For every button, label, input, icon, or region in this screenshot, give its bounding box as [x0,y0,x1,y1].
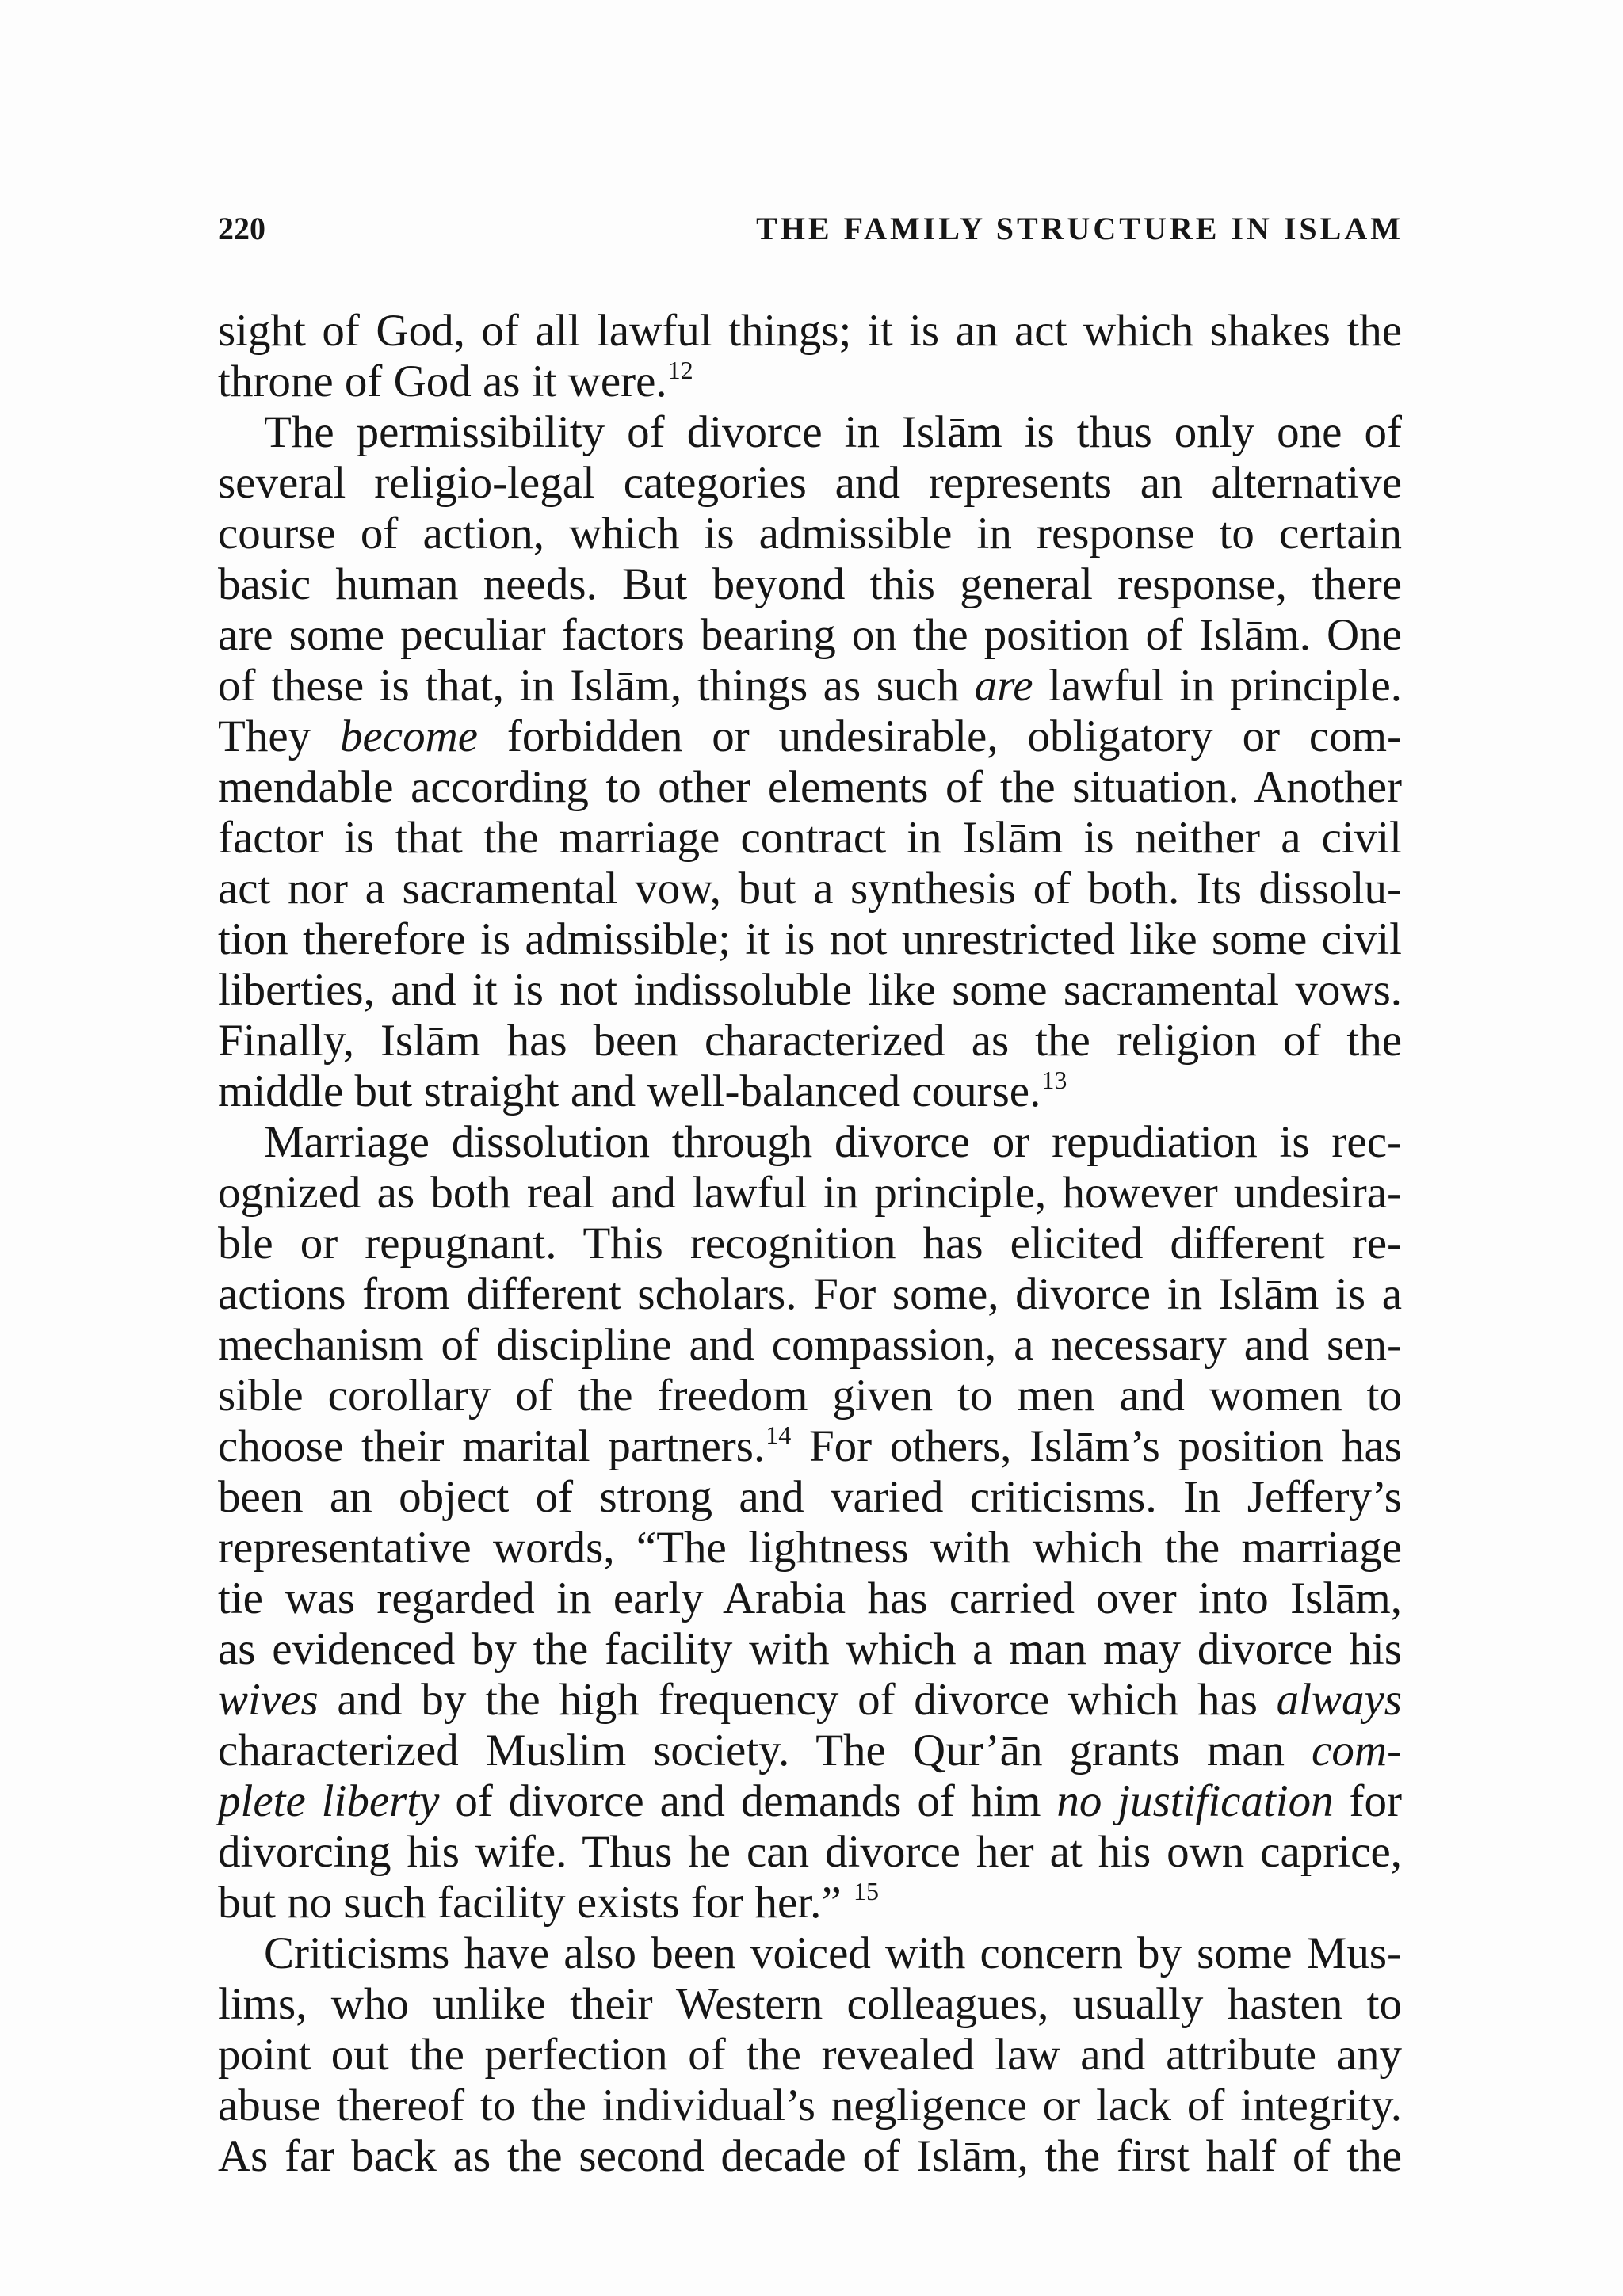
text-line [218,407,1402,458]
text-run: forbidden or undesirable, obligatory or com- [478,711,1403,761]
text-line [218,762,1402,813]
text-run: mendable according to other elements of the situation. Another [218,762,1402,812]
paragraph [218,1117,1402,1928]
text-run: throne of God as it were. [218,357,667,406]
text-run: tion therefore is admissible; it is not unrestricted like some civil [218,914,1402,964]
text-run: for [1333,1776,1403,1826]
text-run: been an object of strong and varied criticisms. In Jeffery’s [218,1472,1402,1522]
text-run: characterized Muslim society. The Qur’ān grants man [218,1726,1312,1775]
text-line [218,1523,1402,1573]
emphasis-run: no justification [1056,1776,1334,1826]
text-line [218,661,1402,711]
text-run: course of action, which is admissible in response to certain [218,509,1402,559]
body-text [218,306,1402,2182]
text-line [218,914,1402,965]
text-run: mechanism of discipline and compassion, a necessary and sen- [218,1320,1402,1370]
text-run: but no such facility exists for her.” [218,1878,853,1928]
paragraph [218,407,1402,1117]
text-line [218,2030,1402,2081]
text-line [218,1573,1402,1624]
emphasis-run: always [1276,1675,1402,1725]
footnote-ref: 14 [766,1421,792,1449]
text-run: choose their marital partners. [218,1421,766,1471]
emphasis-run: become [339,711,479,761]
emphasis-run: are [974,661,1033,711]
text-line [218,1776,1402,1827]
text-line [218,1675,1402,1726]
running-head [218,209,1403,249]
text-run: ble or repugnant. This recognition has elicited different re- [218,1219,1402,1268]
text-run: representative words, “The lightness with which the marriage [218,1523,1402,1573]
text-line [218,813,1402,864]
paragraph [218,1928,1402,2182]
text-run: several religio-legal categories and represents an alternative [218,458,1402,508]
text-line [218,559,1402,610]
text-line [218,1117,1402,1168]
text-run: For others, Islām’s position has [791,1421,1402,1471]
text-run: Criticisms have also been voiced with concern by some Mus- [264,1928,1402,1978]
text-line [218,1269,1402,1320]
text-line [218,1320,1402,1371]
text-line [218,458,1402,509]
running-title: THE FAMILY STRUCTURE IN ISLAM [756,211,1403,246]
text-line [218,509,1402,559]
text-line [218,1878,1402,1928]
text-line [218,1726,1402,1776]
text-run: The permissibility of divorce in Islām is thus only one of [264,407,1402,457]
text-line [218,1928,1402,1979]
text-line [218,965,1402,1016]
text-line [218,1472,1402,1523]
text-run: of these is that, in Islām, things as such [218,661,975,711]
text-line [218,1624,1402,1675]
text-run: of divorce and demands of him [439,1776,1057,1826]
text-line [218,1168,1402,1219]
text-run: act nor a sacramental vow, but a synthesis of both. Its dissolu- [218,864,1402,913]
text-run: basic human needs. But beyond this general response, there [218,559,1402,609]
text-run: lims, who unlike their Western colleagues, usually hasten to [218,1979,1402,2029]
emphasis-run: plete liberty [218,1776,440,1826]
text-run: point out the perfection of the revealed law and attribute any [218,2030,1402,2080]
text-run: sight of God, of all lawful things; it is an act which shakes the [218,306,1402,356]
text-run: as evidenced by the facility with which a man may divorce his [218,1624,1402,1674]
text-line [218,1371,1402,1421]
text-line [218,864,1402,914]
text-line [218,1066,1402,1117]
text-run: They [218,711,340,761]
text-line [218,1421,1402,1472]
text-line [218,2131,1402,2182]
footnote-ref: 15 [853,1877,879,1905]
text-run: actions from different scholars. For some, divorce in Islām is a [218,1269,1402,1319]
text-line [218,357,1402,407]
emphasis-run: com- [1312,1726,1402,1775]
text-run: Marriage dissolution through divorce or repudiation is rec- [264,1117,1402,1167]
text-line [218,1827,1402,1878]
text-line [218,610,1402,661]
text-run: factor is that the marriage contract in Islām is neither a civil [218,813,1402,863]
text-run: sible corollary of the freedom given to men and women to [218,1371,1402,1421]
text-line [218,2081,1402,2131]
text-run: Finally, Islām has been characterized as the religion of the [218,1016,1402,1066]
footnote-ref: 12 [667,356,693,384]
text-line [218,1979,1402,2030]
text-run: middle but straight and well-balanced course. [218,1066,1041,1116]
text-run: divorcing his wife. Thus he can divorce her at his own caprice, [218,1827,1402,1877]
emphasis-run: wives [218,1675,319,1725]
text-run: tie was regarded in early Arabia has carried over into Islām, [218,1573,1402,1623]
text-line [218,306,1402,357]
text-run: ognized as both real and lawful in principle, however undesira- [218,1168,1402,1218]
text-run: liberties, and it is not indissoluble like some sacramental vows. [218,965,1402,1015]
text-run: lawful in principle. [1033,661,1402,711]
footnote-ref: 13 [1041,1066,1067,1094]
text-run: and by the high frequency of divorce which has [318,1675,1277,1725]
text-line [218,711,1402,762]
text-line [218,1016,1402,1066]
text-run: are some peculiar factors bearing on the position of Islām. One [218,610,1402,660]
text-line [218,1219,1402,1269]
text-run: As far back as the second decade of Islām, the first half of the [218,2131,1402,2181]
text-run: abuse thereof to the individual’s negligence or lack of integrity. [218,2081,1402,2130]
page-number: 220 [218,211,265,246]
paragraph [218,306,1402,407]
